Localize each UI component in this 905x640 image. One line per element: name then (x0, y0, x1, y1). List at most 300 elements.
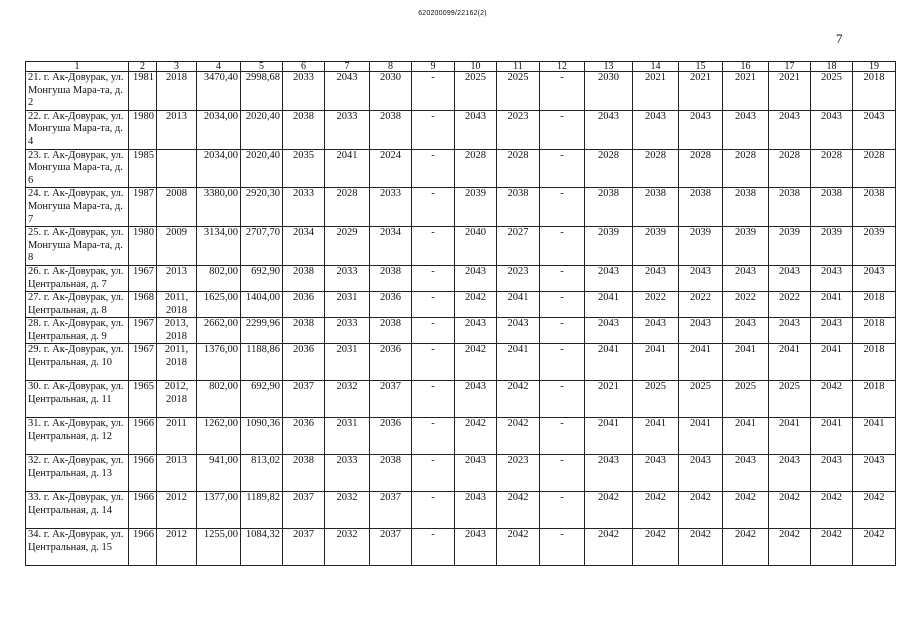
value-cell: 2042 (633, 529, 679, 566)
value-cell: 2043 (455, 265, 497, 291)
value-cell: 2041 (769, 418, 811, 455)
table-row (26, 110, 896, 149)
value-cell: 2043 (633, 265, 679, 291)
value-cell: 2041 (497, 292, 540, 318)
value-cell: 2040 (455, 227, 497, 266)
value-cell: 2043 (585, 110, 633, 149)
value-cell: 2028 (679, 149, 723, 188)
value-cell: 2037 (370, 529, 412, 566)
value-cell: 2011, 2018 (157, 344, 197, 381)
value-cell: - (412, 455, 455, 492)
value-cell: - (540, 381, 585, 418)
value-cell: 2043 (633, 455, 679, 492)
value-cell: 2043 (853, 455, 896, 492)
value-cell: 1967 (129, 265, 157, 291)
value-cell: 2032 (325, 529, 370, 566)
value-cell: 1985 (129, 149, 157, 188)
value-cell: 2041 (811, 344, 853, 381)
value-cell: - (412, 292, 455, 318)
value-cell: 2039 (723, 227, 769, 266)
table-row (26, 492, 896, 529)
value-cell: 1376,00 (197, 344, 241, 381)
value-cell: 692,90 (241, 381, 283, 418)
value-cell: 2043 (769, 265, 811, 291)
value-cell: 2034 (283, 227, 325, 266)
value-cell (157, 149, 197, 188)
value-cell: 2043 (497, 318, 540, 344)
value-cell: 2043 (585, 265, 633, 291)
value-cell: 1967 (129, 344, 157, 381)
value-cell: 813,02 (241, 455, 283, 492)
value-cell: 1967 (129, 318, 157, 344)
column-header: 12 (540, 62, 585, 72)
value-cell: 2043 (811, 265, 853, 291)
value-cell: - (540, 265, 585, 291)
value-cell: 2041 (853, 418, 896, 455)
column-header: 16 (723, 62, 769, 72)
value-cell: 2025 (769, 381, 811, 418)
column-header: 10 (455, 62, 497, 72)
column-header: 6 (283, 62, 325, 72)
value-cell: 2041 (723, 418, 769, 455)
table-row (26, 227, 896, 266)
value-cell: 2025 (497, 72, 540, 111)
value-cell: 2037 (370, 492, 412, 529)
value-cell: 2043 (455, 529, 497, 566)
address-cell: 34. г. Ак-Довурак, ул. Центральная, д. 15 (26, 529, 129, 566)
value-cell: - (412, 149, 455, 188)
value-cell: 2028 (585, 149, 633, 188)
value-cell: - (412, 110, 455, 149)
value-cell: 2018 (853, 292, 896, 318)
value-cell: 2042 (455, 292, 497, 318)
value-cell: - (412, 318, 455, 344)
value-cell: 3470,40 (197, 72, 241, 111)
value-cell: 2038 (370, 110, 412, 149)
value-cell: - (412, 227, 455, 266)
value-cell: 2042 (497, 492, 540, 529)
value-cell: 2012, 2018 (157, 381, 197, 418)
value-cell: 2038 (769, 188, 811, 227)
value-cell: 2018 (853, 318, 896, 344)
value-cell: 2039 (769, 227, 811, 266)
value-cell: 2011 (157, 418, 197, 455)
value-cell: 2041 (679, 418, 723, 455)
column-header: 4 (197, 62, 241, 72)
address-cell: 23. г. Ак-Довурак, ул. Монгуша Мара-та, д. 6 (26, 149, 129, 188)
value-cell: 2011, 2018 (157, 292, 197, 318)
value-cell: 2043 (679, 318, 723, 344)
value-cell: - (540, 318, 585, 344)
value-cell: 2036 (283, 418, 325, 455)
value-cell: 2018 (157, 72, 197, 111)
value-cell: 2020,40 (241, 110, 283, 149)
column-header: 11 (497, 62, 540, 72)
column-header: 1 (26, 62, 129, 72)
table-row (26, 381, 896, 418)
value-cell: 2042 (497, 381, 540, 418)
value-cell: 2013 (157, 455, 197, 492)
value-cell: - (540, 110, 585, 149)
value-cell: 2031 (325, 344, 370, 381)
value-cell: 2034 (370, 227, 412, 266)
column-header: 17 (769, 62, 811, 72)
value-cell: 2033 (325, 110, 370, 149)
value-cell: 2039 (585, 227, 633, 266)
table-row (26, 418, 896, 455)
housing-schedule-table (25, 61, 896, 566)
table-row (26, 455, 896, 492)
value-cell: 2012 (157, 529, 197, 566)
value-cell: 1966 (129, 492, 157, 529)
value-cell: 2033 (325, 265, 370, 291)
value-cell: - (540, 188, 585, 227)
address-cell: 22. г. Ак-Довурак, ул. Монгуша Мара-та, д. 4 (26, 110, 129, 149)
value-cell: - (540, 492, 585, 529)
value-cell: 2043 (811, 318, 853, 344)
value-cell: 2034,00 (197, 110, 241, 149)
value-cell: 2043 (679, 110, 723, 149)
value-cell: 2042 (811, 529, 853, 566)
value-cell: 2028 (325, 188, 370, 227)
header-row (26, 62, 896, 72)
address-cell: 21. г. Ак-Довурак, ул. Монгуша Мара-та, д. 2 (26, 72, 129, 111)
value-cell: 1377,00 (197, 492, 241, 529)
table-row (26, 188, 896, 227)
value-cell: 2037 (283, 492, 325, 529)
value-cell: 2021 (769, 72, 811, 111)
value-cell: - (540, 149, 585, 188)
value-cell: 2043 (769, 455, 811, 492)
value-cell: 2039 (679, 227, 723, 266)
value-cell: 2043 (811, 455, 853, 492)
column-header: 18 (811, 62, 853, 72)
value-cell: 2042 (853, 529, 896, 566)
table-row (26, 149, 896, 188)
value-cell: 2039 (455, 188, 497, 227)
value-cell: 2021 (585, 381, 633, 418)
document-id: 620200099/22162(2) (418, 10, 487, 17)
value-cell: 2041 (633, 418, 679, 455)
value-cell: 2039 (853, 227, 896, 266)
value-cell: 2998,68 (241, 72, 283, 111)
value-cell: 1980 (129, 227, 157, 266)
value-cell: 2042 (497, 418, 540, 455)
value-cell: 1084,32 (241, 529, 283, 566)
value-cell: 2042 (585, 492, 633, 529)
address-cell: 24. г. Ак-Довурак, ул. Монгуша Мара-та, д. 7 (26, 188, 129, 227)
value-cell: - (540, 227, 585, 266)
value-cell: 2042 (679, 492, 723, 529)
value-cell: 2038 (811, 188, 853, 227)
value-cell: 2043 (455, 455, 497, 492)
value-cell: 2032 (325, 492, 370, 529)
address-cell: 32. г. Ак-Довурак, ул. Центральная, д. 13 (26, 455, 129, 492)
column-header: 3 (157, 62, 197, 72)
value-cell: 2033 (325, 455, 370, 492)
value-cell: - (412, 418, 455, 455)
value-cell: 2036 (370, 292, 412, 318)
value-cell: 2018 (853, 72, 896, 111)
value-cell: 2043 (585, 455, 633, 492)
value-cell: 2020,40 (241, 149, 283, 188)
value-cell: 3134,00 (197, 227, 241, 266)
value-cell: 2037 (283, 529, 325, 566)
value-cell: 941,00 (197, 455, 241, 492)
value-cell: 2043 (723, 455, 769, 492)
value-cell: 2038 (283, 110, 325, 149)
column-header: 5 (241, 62, 283, 72)
value-cell: 2041 (585, 344, 633, 381)
value-cell: 2038 (283, 455, 325, 492)
value-cell: - (412, 265, 455, 291)
value-cell: 1090,36 (241, 418, 283, 455)
value-cell: 2023 (497, 455, 540, 492)
value-cell: - (412, 344, 455, 381)
value-cell: - (412, 381, 455, 418)
value-cell: 2024 (370, 149, 412, 188)
value-cell: 2043 (455, 110, 497, 149)
address-cell: 30. г. Ак-Довурак, ул. Центральная, д. 11 (26, 381, 129, 418)
value-cell: 2042 (811, 381, 853, 418)
value-cell: 2043 (853, 265, 896, 291)
value-cell: 2042 (497, 529, 540, 566)
value-cell: 2018 (853, 344, 896, 381)
value-cell: 2043 (723, 265, 769, 291)
value-cell: 802,00 (197, 265, 241, 291)
value-cell: - (412, 188, 455, 227)
value-cell: 1968 (129, 292, 157, 318)
column-header: 9 (412, 62, 455, 72)
value-cell: 2043 (769, 318, 811, 344)
value-cell: 2042 (769, 529, 811, 566)
column-header: 13 (585, 62, 633, 72)
value-cell: 2043 (679, 455, 723, 492)
value-cell: 2028 (633, 149, 679, 188)
value-cell: 2022 (633, 292, 679, 318)
value-cell: 2041 (585, 292, 633, 318)
value-cell: 2037 (370, 381, 412, 418)
value-cell: 2041 (769, 344, 811, 381)
value-cell: 2013 (157, 110, 197, 149)
value-cell: - (412, 492, 455, 529)
value-cell: 2028 (497, 149, 540, 188)
value-cell: 2042 (769, 492, 811, 529)
value-cell: 2043 (723, 318, 769, 344)
value-cell: 2022 (723, 292, 769, 318)
value-cell: 2025 (811, 72, 853, 111)
value-cell: 2041 (679, 344, 723, 381)
value-cell: 1981 (129, 72, 157, 111)
value-cell: - (540, 529, 585, 566)
value-cell: - (540, 418, 585, 455)
value-cell: 2012 (157, 492, 197, 529)
value-cell: 802,00 (197, 381, 241, 418)
value-cell: 2043 (723, 110, 769, 149)
address-cell: 28. г. Ак-Довурак, ул. Центральная, д. 9 (26, 318, 129, 344)
value-cell: 2043 (633, 318, 679, 344)
value-cell: 2028 (455, 149, 497, 188)
value-cell: 2041 (585, 418, 633, 455)
value-cell: 2043 (325, 72, 370, 111)
value-cell: 2029 (325, 227, 370, 266)
value-cell: 2028 (769, 149, 811, 188)
value-cell: - (412, 72, 455, 111)
value-cell: 2009 (157, 227, 197, 266)
column-header: 19 (853, 62, 896, 72)
value-cell: 2038 (497, 188, 540, 227)
value-cell: 692,90 (241, 265, 283, 291)
value-cell: 2030 (585, 72, 633, 111)
column-header: 15 (679, 62, 723, 72)
value-cell: 2038 (370, 318, 412, 344)
value-cell: 2018 (853, 381, 896, 418)
value-cell: 2662,00 (197, 318, 241, 344)
value-cell: 1262,00 (197, 418, 241, 455)
value-cell: 2032 (325, 381, 370, 418)
value-cell: 2023 (497, 110, 540, 149)
value-cell: 2013, 2018 (157, 318, 197, 344)
value-cell: 2038 (723, 188, 769, 227)
address-cell: 31. г. Ак-Довурак, ул. Центральная, д. 12 (26, 418, 129, 455)
value-cell: - (540, 72, 585, 111)
value-cell: 2037 (283, 381, 325, 418)
value-cell: 2042 (585, 529, 633, 566)
value-cell: 2025 (633, 381, 679, 418)
value-cell: 2043 (455, 318, 497, 344)
column-header: 7 (325, 62, 370, 72)
value-cell: 2033 (283, 72, 325, 111)
value-cell: 1188,86 (241, 344, 283, 381)
value-cell: 2030 (370, 72, 412, 111)
value-cell: 2038 (370, 265, 412, 291)
value-cell: 2025 (455, 72, 497, 111)
value-cell: 2041 (723, 344, 769, 381)
value-cell: 2021 (679, 72, 723, 111)
value-cell: 2038 (370, 455, 412, 492)
value-cell: 2042 (455, 418, 497, 455)
value-cell: 2028 (723, 149, 769, 188)
page-number: 7 (836, 31, 843, 46)
value-cell: 2041 (811, 292, 853, 318)
value-cell: 2043 (455, 492, 497, 529)
value-cell: 2033 (325, 318, 370, 344)
address-cell: 29. г. Ак-Довурак, ул. Центральная, д. 10 (26, 344, 129, 381)
value-cell: 2031 (325, 292, 370, 318)
value-cell: 2707,70 (241, 227, 283, 266)
value-cell: 1965 (129, 381, 157, 418)
address-cell: 26. г. Ак-Довурак, ул. Центральная, д. 7 (26, 265, 129, 291)
column-header: 14 (633, 62, 679, 72)
value-cell: 2023 (497, 265, 540, 291)
table-row (26, 292, 896, 318)
value-cell: - (540, 292, 585, 318)
value-cell: 2041 (325, 149, 370, 188)
value-cell: 2043 (811, 110, 853, 149)
value-cell: 2043 (455, 381, 497, 418)
table-row (26, 318, 896, 344)
value-cell: 2008 (157, 188, 197, 227)
value-cell: 2043 (633, 110, 679, 149)
value-cell: 2042 (455, 344, 497, 381)
address-cell: 33. г. Ак-Довурак, ул. Центральная, д. 14 (26, 492, 129, 529)
value-cell: 2038 (679, 188, 723, 227)
table-row (26, 529, 896, 566)
value-cell: 2042 (723, 529, 769, 566)
value-cell: 3380,00 (197, 188, 241, 227)
value-cell: 2038 (283, 318, 325, 344)
value-cell: 2028 (853, 149, 896, 188)
value-cell: 1980 (129, 110, 157, 149)
value-cell: 2025 (723, 381, 769, 418)
table-row (26, 265, 896, 291)
value-cell: 2299,96 (241, 318, 283, 344)
value-cell: 2043 (585, 318, 633, 344)
value-cell: 2038 (633, 188, 679, 227)
value-cell: - (540, 455, 585, 492)
value-cell: 2042 (853, 492, 896, 529)
value-cell: 2035 (283, 149, 325, 188)
value-cell: 2036 (283, 292, 325, 318)
value-cell: 2039 (811, 227, 853, 266)
value-cell: - (540, 344, 585, 381)
address-cell: 25. г. Ак-Довурак, ул. Монгуша Мара-та, д. 8 (26, 227, 129, 266)
value-cell: 2042 (633, 492, 679, 529)
value-cell: 1966 (129, 529, 157, 566)
value-cell: 1966 (129, 418, 157, 455)
value-cell: 1987 (129, 188, 157, 227)
value-cell: 2042 (723, 492, 769, 529)
value-cell: 2034,00 (197, 149, 241, 188)
value-cell: 2021 (633, 72, 679, 111)
value-cell: 2043 (769, 110, 811, 149)
value-cell: 2042 (679, 529, 723, 566)
value-cell: 2021 (723, 72, 769, 111)
value-cell: 2039 (633, 227, 679, 266)
column-header: 8 (370, 62, 412, 72)
value-cell: 2036 (370, 418, 412, 455)
value-cell: 1255,00 (197, 529, 241, 566)
value-cell: 2038 (853, 188, 896, 227)
value-cell: 2920,30 (241, 188, 283, 227)
value-cell: 2036 (283, 344, 325, 381)
column-header: 2 (129, 62, 157, 72)
value-cell: 1404,00 (241, 292, 283, 318)
value-cell: 2043 (679, 265, 723, 291)
value-cell: 1966 (129, 455, 157, 492)
value-cell: 2022 (679, 292, 723, 318)
value-cell: 2038 (283, 265, 325, 291)
value-cell: 2027 (497, 227, 540, 266)
value-cell: 2028 (811, 149, 853, 188)
value-cell: 2033 (370, 188, 412, 227)
value-cell: 2038 (585, 188, 633, 227)
value-cell: 1625,00 (197, 292, 241, 318)
value-cell: 2031 (325, 418, 370, 455)
value-cell: 1189,82 (241, 492, 283, 529)
value-cell: 2041 (633, 344, 679, 381)
address-cell: 27. г. Ак-Довурак, ул. Центральная, д. 8 (26, 292, 129, 318)
value-cell: 2041 (497, 344, 540, 381)
value-cell: 2036 (370, 344, 412, 381)
value-cell: 2013 (157, 265, 197, 291)
value-cell: 2043 (853, 110, 896, 149)
value-cell: 2033 (283, 188, 325, 227)
value-cell: - (412, 529, 455, 566)
table-row (26, 344, 896, 381)
value-cell: 2041 (811, 418, 853, 455)
table-row (26, 72, 896, 111)
